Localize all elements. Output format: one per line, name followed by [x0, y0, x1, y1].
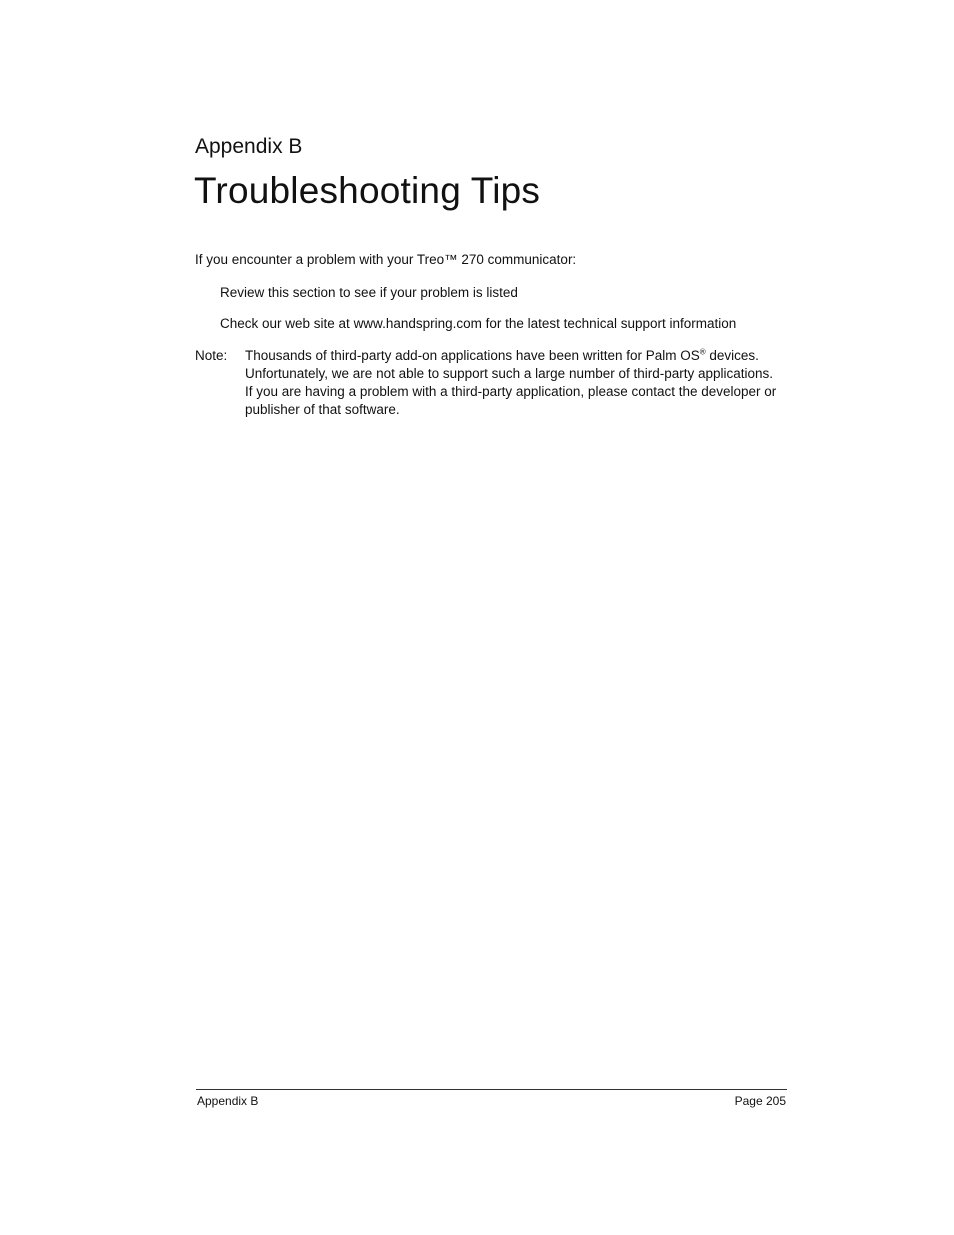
list-item: Check our web site at www.handspring.com for the latest technical support information: [220, 316, 737, 331]
note-line-4: publisher of that software.: [245, 402, 400, 417]
note-body: [245, 347, 790, 419]
footer-section-label: Appendix B: [197, 1094, 259, 1108]
footer-page-number: Page 205: [734, 1094, 786, 1108]
note-label: Note:: [195, 348, 228, 363]
note-line-1-text: Thousands of third-party add-on applications have been written for Palm OS: [245, 348, 700, 363]
registered-mark: ®: [699, 347, 706, 357]
note-line-3: If you are having a problem with a third-party application, please contact the developer or: [245, 384, 777, 399]
appendix-label: Appendix B: [195, 135, 303, 158]
intro-paragraph: If you encounter a problem with your Treo™ 270 communicator:: [195, 252, 577, 267]
note-line-2: Unfortunately, we are not able to support such a large number of third-party applications.: [245, 366, 774, 381]
note-line-1: [245, 347, 790, 365]
list-item: Review this section to see if your problem is listed: [220, 285, 518, 300]
footer-divider: [196, 1089, 787, 1090]
note-line-1-end: devices.: [705, 348, 759, 363]
page-title: Troubleshooting Tips: [194, 170, 541, 211]
